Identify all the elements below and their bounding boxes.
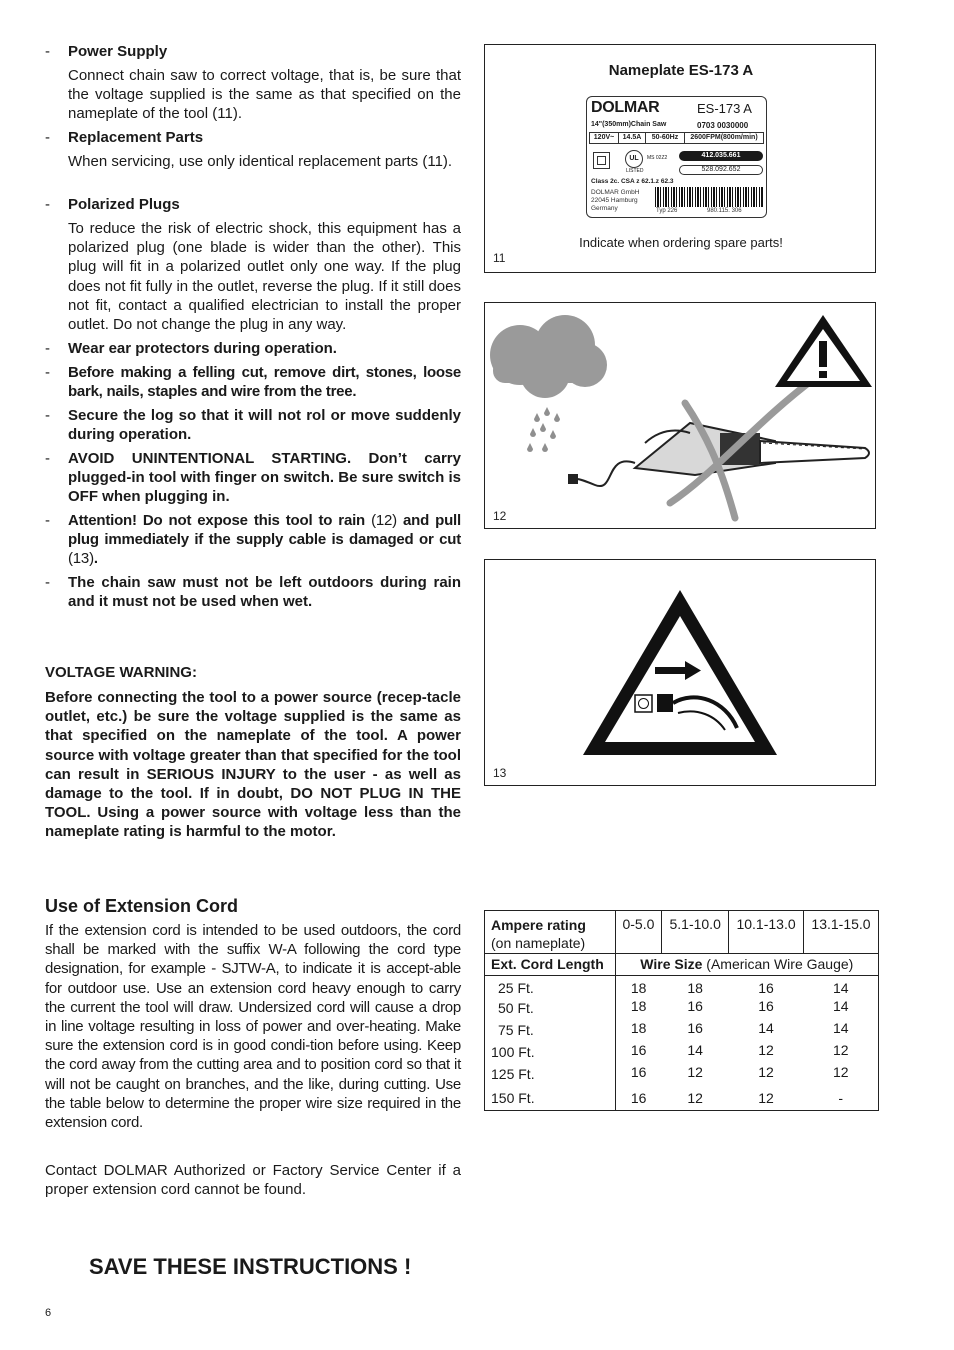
nameplate-address: 22045 Hamburg [591, 197, 638, 204]
nameplate-brand: DOLMAR [591, 99, 660, 116]
extension-cord-table [484, 910, 879, 1111]
nameplate-company-block [591, 189, 639, 213]
gauge-cell: 16 [729, 976, 804, 998]
extension-cord-heading: Use of Extension Cord [45, 896, 239, 916]
attention-part2: and pull plug immediately if the supply cable is damaged or cut [68, 512, 461, 549]
nameplate-current: 14.5A [619, 133, 646, 143]
nameplate-company: DOLMAR GmbH [591, 189, 640, 196]
nameplate-frequency: 50-60Hz [646, 133, 685, 143]
nameplate-description: 14"(350mm)Chain Saw [591, 121, 667, 128]
table-row [485, 1042, 879, 1064]
socket-icon [635, 695, 652, 712]
bullet-dash: - [45, 340, 50, 357]
power-supply-title: Power Supply [68, 43, 168, 60]
ext-cord-length-label: Ext. Cord Length [485, 954, 616, 976]
voltage-warning-text: Before connecting the tool to a power source (recep-tacle outlet, etc.) be sure the voltage supplied is the same as that specified on the nameplate of the tool. A power source with voltage greater than that specified for the tool can result in SERIOUS INJURY to the user - as well as damage to the tool. If in doubt, DO NOT PLUG IN THE TOOL. Using a power source with voltage less than the nameplate rating is harmful to the motor. [45, 689, 461, 841]
ear-protectors-text: Wear ear protectors during operation. [68, 340, 337, 357]
figure-13-unplug-warning [484, 559, 876, 786]
ampere-rating-sub: (on nameplate) [491, 935, 586, 951]
gauge-cell: - [838, 1089, 844, 1106]
bullet-dash: - [45, 364, 50, 381]
rain-chainsaw-illustration [485, 303, 875, 528]
gauge-cell: 12 [687, 1089, 703, 1106]
felling-cut-text: Before making a felling cut, remove dirt, stones, loose bark, nails, staples and wire from the tree. [68, 364, 461, 401]
nameplate-label [586, 96, 767, 218]
nameplate-chain-speed: 2600FPM(800m/min) [690, 134, 758, 141]
gauge-cell: 14 [832, 1019, 849, 1036]
table-row [485, 976, 879, 998]
gauge-cell: 18 [630, 997, 647, 1014]
nameplate-serial: 0703 0030000 [697, 121, 749, 130]
warning-triangle-icon [775, 315, 872, 387]
raindrops-icon [527, 407, 560, 452]
bullet-outdoors [45, 573, 461, 611]
attention-part1: Attention! Do not expose this tool to rain [68, 512, 366, 529]
contact-service-text: Contact DOLMAR Authorized or Factory Service Center if a proper extension cord cannot be found. [45, 1162, 461, 1199]
table-row [485, 998, 879, 1020]
bullet-dash: - [45, 129, 50, 146]
gauge-cell: 16 [687, 1019, 703, 1036]
gauge-cell: 16 [687, 997, 703, 1014]
nameplate-model: ES-173 A [697, 101, 752, 116]
gauge-cell: 16 [758, 997, 774, 1014]
figure-11-nameplate [484, 44, 876, 273]
length-cell: 100 Ft. [485, 1042, 616, 1064]
double-insulation-icon [593, 152, 610, 169]
gauge-cell: 18 [630, 1019, 647, 1036]
nameplate-listed: LISTED [626, 168, 644, 174]
page-number: 6 [45, 1307, 52, 1319]
attention-ref-12: (12) [365, 512, 404, 529]
gauge-cell: 18 [615, 976, 662, 998]
length-cell: 75 Ft. [485, 1020, 616, 1042]
bullet-dash: - [45, 43, 50, 60]
save-instructions-heading: SAVE THESE INSTRUCTIONS ! [89, 1254, 412, 1279]
range-cell: 10.1-13.0 [729, 911, 804, 954]
ul-listed-icon: UL [625, 150, 643, 168]
table-row [485, 1020, 879, 1042]
gauge-cell: 14 [832, 997, 849, 1014]
nameplate-type: Typ 226 [656, 208, 678, 214]
figure-12-rain-warning [484, 302, 876, 529]
polarized-plugs-title: Polarized Plugs [68, 196, 180, 213]
gauge-cell: 12 [832, 1063, 849, 1080]
power-supply-text: Connect chain saw to correct voltage, that is, be sure that the voltage supplied is the same as that specified on the nameplate of the tool (11). [68, 67, 461, 123]
gauge-cell: 14 [758, 1019, 774, 1036]
unplug-warning-illustration [485, 560, 875, 785]
voltage-warning-title: VOLTAGE WARNING: [45, 664, 197, 681]
nameplate-barcode [655, 187, 763, 207]
length-cell: 125 Ft. [485, 1064, 616, 1086]
bullet-dash: - [45, 407, 50, 424]
bullet-avoid-starting [45, 449, 461, 507]
bullet-dash: - [45, 574, 50, 591]
nameplate-country: Germany [591, 205, 618, 212]
nameplate-part-a: 412.035.661 [679, 151, 763, 161]
length-cell: 50 Ft. [485, 998, 616, 1020]
nameplate-barcode-number: 980.115. 306 [707, 208, 742, 214]
length-cell: 150 Ft. [485, 1086, 616, 1111]
gauge-cell: 16 [630, 1063, 647, 1080]
figure-11-caption: Indicate when ordering spare parts! [579, 235, 783, 250]
nameplate-figure-title: Nameplate ES-173 A [608, 62, 754, 79]
gauge-cell: 12 [832, 1041, 849, 1058]
outdoors-text: The chain saw must not be left outdoors during rain and it must not be used when wet. [68, 574, 461, 611]
plug-icon [568, 474, 578, 484]
table-row [485, 1086, 879, 1111]
gauge-cell: 14 [804, 976, 879, 998]
gauge-cell: 18 [662, 976, 729, 998]
attention-text [68, 511, 461, 569]
replacement-parts-title: Replacement Parts [68, 129, 204, 146]
polarized-plugs-text: To reduce the risk of electric shock, this equipment has a polarized plug (one blade is wider than the other). This plug will fit in a polarized outlet only one way. If the plug does not fit fully in the outlet, reverse the plug. If it still does not fit, contact a qualified electrician to install the proper outlet. Do not change the plug in any way. [68, 220, 461, 334]
bullet-secure-log [45, 406, 461, 444]
gauge-cell: 12 [758, 1089, 774, 1106]
attention-ref-13: (13) [68, 550, 94, 568]
wire-size-unit: (American Wire Gauge) [702, 956, 854, 972]
bullet-polarized-plugs [45, 195, 461, 214]
bullet-felling-cut [45, 363, 461, 401]
nameplate-ratings-row [589, 132, 764, 144]
range-cell: 13.1-15.0 [811, 916, 871, 932]
nameplate-voltage: 120V~ [590, 133, 619, 143]
gauge-cell: 12 [687, 1063, 703, 1080]
power-cord [577, 461, 635, 486]
figure-11-number: 11 [493, 251, 506, 265]
length-cell: 25 Ft. [485, 976, 616, 998]
secure-log-text: Secure the log so that it will not rol or move suddenly during operation. [68, 407, 461, 444]
attention-end: . [93, 550, 98, 568]
avoid-starting-text: AVOID UNINTENTIONAL STARTING. Don’t carry plugged-in tool with finger on switch. Be sure switch is OFF when plugging in. [68, 450, 461, 506]
ampere-rating-label: Ampere rating [491, 917, 586, 933]
replacement-parts-text: When servicing, use only identical replacement parts (11). [68, 153, 453, 170]
nameplate-ul-code: MS 02Z2 [647, 155, 668, 161]
wire-size-label: Wire Size [640, 956, 703, 972]
bullet-dash: - [45, 196, 50, 213]
bullet-dash: - [45, 512, 50, 529]
gauge-cell: 14 [687, 1041, 703, 1058]
gauge-cell: 16 [630, 1089, 647, 1106]
bullet-dash: - [45, 450, 50, 467]
gauge-cell: 16 [630, 1041, 647, 1058]
table-subheader-row [485, 954, 879, 976]
nameplate-class: Class 2c. CSA z 62.1.z 62.3 [591, 178, 674, 185]
ampere-rating-header [485, 911, 616, 954]
nameplate-part-b: 528.092.652 [679, 165, 763, 175]
table-header-row [485, 911, 879, 954]
figure-13-number: 13 [493, 766, 507, 780]
table-row [485, 1064, 879, 1086]
gauge-cell: 12 [758, 1063, 774, 1080]
figure-12-number: 12 [493, 509, 507, 523]
cloud-icon [490, 315, 607, 398]
bullet-power-supply [45, 42, 461, 61]
extension-cord-text: If the extension cord is intended to be used outdoors, the cord shall be marked with the suffix W-A following the cord type designation, for example - SJTW-A, to indicate it is accept-able for outdoor use. Use an extension cord heavy enough to carry the current the tool will draw. Undersized cord will cause a drop in line voltage resulting in loss of power and over-heating. Make sure the extension cord is in good condi-tion before using. Keep the cord away from the cutting area and to position cord so that it will not be caught on branches, and the like, during cutting. Use the table below to determine the proper wire size required in the extension cord. [45, 922, 461, 1132]
bullet-replacement-parts [45, 128, 461, 147]
bullet-ear-protectors [45, 339, 461, 358]
gauge-cell: 12 [758, 1041, 774, 1058]
range-cell: 5.1-10.0 [662, 911, 729, 954]
bullet-attention [45, 511, 461, 569]
range-cell: 0-5.0 [615, 911, 662, 954]
wire-size-header [615, 954, 878, 976]
